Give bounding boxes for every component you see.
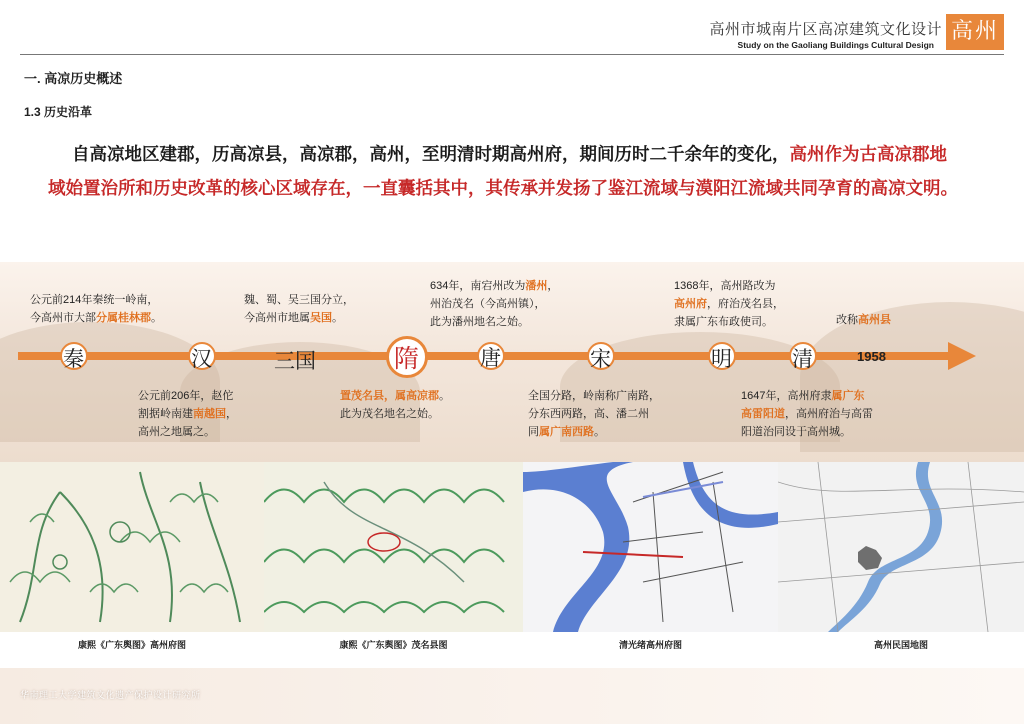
header-badge: 高州 [946,14,1004,50]
intro-highlight: 高州作为古高凉郡地域始置治所和历史改革的核心区域存在，一直囊括其中，其传承并发扬了鉴江流域与漠阳江流域共同孕育的高凉文明。 [48,144,958,198]
note-han: 公元前206年，赵佗 割据岭南建南越国， 高州之地属之。 [138,390,237,438]
note-qin: 公元前214年秦统一岭南， 今高州市大部分属桂林郡。 [30,294,162,324]
section-heading: 一. 高凉历史概述 [24,71,123,86]
map-caption-4: 高州民国地图 [873,640,928,650]
era-1958: 1958 [857,349,886,364]
era-qin: 秦 [63,347,84,371]
header-divider [20,54,1004,55]
sub-heading: 1.3 历史沿革 [24,105,93,119]
header-title: 高州市城南片区高凉建筑文化设计 [709,21,942,38]
note-tang: 634年，南宕州改为潘州， 州治茂名（今高州镇）， 此为潘州地名之始。 [430,280,559,328]
era-ming: 明 [711,347,732,371]
map-guangxu-gaozhou-prefecture [523,462,778,632]
era-song: 宋 [590,347,611,371]
intro-text: 自高凉地区建郡，历高凉县，高凉郡，高州，至明清时期高州府，期间历时二千余年的变化， [72,144,790,164]
note-qing: 1647年，高州府隶属广东 高雷阳道，高州府治与高雷 阳道治同设于高州城。 [741,390,873,438]
map-caption-2: 康熙《广东舆图》茂名县图 [339,640,448,650]
era-qing: 清 [792,347,813,371]
era-sui: 隋 [394,344,420,373]
map-kangxi-maoming-county [264,462,523,632]
intro-paragraph [48,137,958,205]
era-han: 汉 [191,347,212,371]
timeline-arrow-icon [948,342,976,370]
note-sanguo: 魏、蜀、吴三国分立， 今高州市地属吴国。 [244,294,354,324]
note-song: 全国分路，岭南称广南路， 分东西两路，高、潘二州 同属广南西路。 [528,390,660,438]
note-1958: 改称高州县 [836,314,891,326]
map-kangxi-gaozhou-prefecture [0,462,264,632]
map-caption-3: 清光绪高州府图 [618,640,682,650]
map-republic-gaozhou [778,462,1024,632]
footer-institution: 华南理工大学建筑文化遗产保护设计研究所 [20,690,201,700]
note-sui: 置茂名县，属高凉郡。 此为茂名地名之始。 [340,390,450,420]
era-sanguo: 三国 [274,349,316,373]
era-tang: 唐 [480,346,501,370]
note-ming: 1368年，高州路改为 高州府，府治茂名县， 隶属广东布政使司。 [674,280,784,328]
header-subtitle: Study on the Gaoliang Buildings Cultural Design [737,40,934,50]
map-caption-1: 康熙《广东舆图》高州府图 [77,640,186,650]
